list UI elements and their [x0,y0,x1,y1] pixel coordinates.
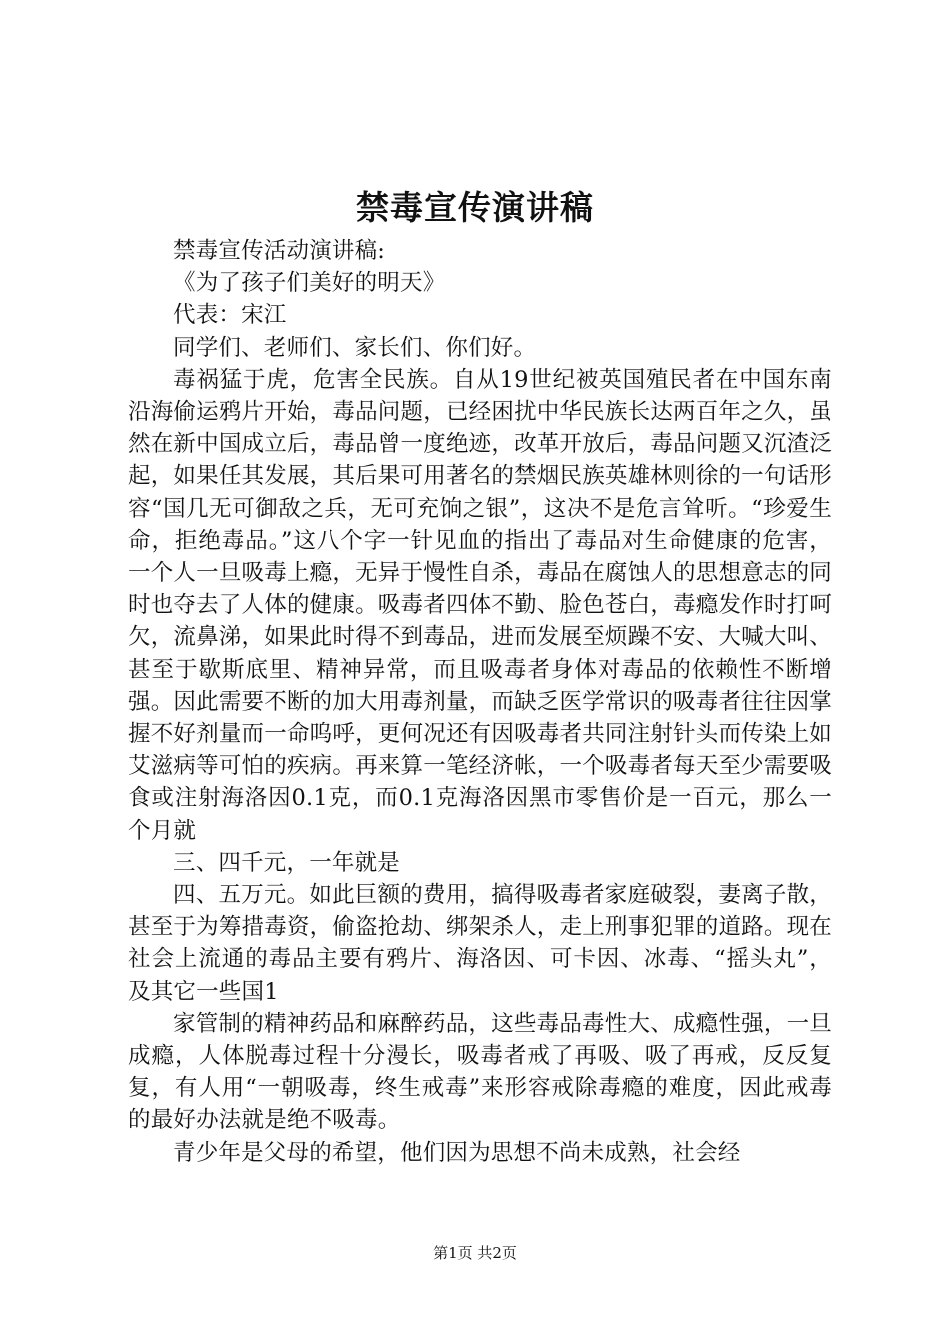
document-body [128,235,832,1169]
paragraph-1: 禁毒宣传活动演讲稿: [173,238,386,264]
document-title: 禁毒宣传演讲稿 [356,188,594,227]
paragraph-8: 家管制的精神药品和麻醉药品，这些毒品毒性大、成瘾性强，一旦成瘾，人体脱毒过程十分漫长，吸毒者戒了再吸、吸了再戒，反反复复，有人用“一朝吸毒，终生戒毒”来形容戒除毒瘾的难度，因此戒毒的最好办法就是绝不吸毒。 [128,1010,832,1134]
paragraph-4: 同学们、老师们、家长们、你们好。 [173,334,537,361]
paragraph-3: 代表：宋江 [173,302,287,329]
paragraph-9: 青少年是父母的希望，他们因为思想不尚未成熟，社会经 [173,1139,741,1166]
paragraph-2: 《为了孩子们美好的明天》 [173,270,446,297]
paragraph-7: 四、五万元。如此巨额的费用，搞得吸毒者家庭破裂，妻离子散，甚至于为筹措毒资，偷盗抢劫、绑架杀人，走上刑事犯罪的道路。现在社会上流通的毒品主要有鸦片、海洛因、可卡因、冰毒、“摇头丸”，及其它一些国1 [128,882,832,1005]
paragraph-5: 毒祸猛于虎，危害全民族。自从19世纪被英国殖民者在中国东南沿海偷运鸦片开始，毒品问题，已经困扰中华民族长达两百年之久，虽然在新中国成立后，毒品曾一度绝迹，改革开放后，毒品问题又沉渣泛起，如果任其发展，其后果可用著名的禁烟民族英雄林则徐的一句话形容“国几无可御敌之兵，无可充饷之银”，这决不是危言耸听。“珍爱生命，拒绝毒品。”这八个字一针见血的指出了毒品对生命健康的危害，一个人一旦吸毒上瘾，无异于慢性自杀，毒品在腐蚀人的思想意志的同时也夺去了人体的健康。吸毒者四体不勤、脸色苍白，毒瘾发作时打呵欠，流鼻涕，如果此时得不到毒品，进而发展至烦躁不安、大喊大叫、甚至于歇斯底里、精神异常，而且吸毒者身体对毒品的依赖性不断增强。因此需要不断的加大用毒剂量，而缺乏医学常识的吸毒者往往因掌握不好剂量而一命呜呼，更何况还有因吸毒者共同注射针头而传染上如艾滋病等可怕的疾病。再来算一笔经济帐，一个吸毒者每天至少需要吸食或注射海洛因0.1克，而0.1克海洛因黑市零售价是一百元，那么一个月就 [128,366,832,844]
page-footer: 第1页 共2页 [433,1244,517,1262]
paragraph-6: 三、四千元，一年就是 [173,849,401,876]
